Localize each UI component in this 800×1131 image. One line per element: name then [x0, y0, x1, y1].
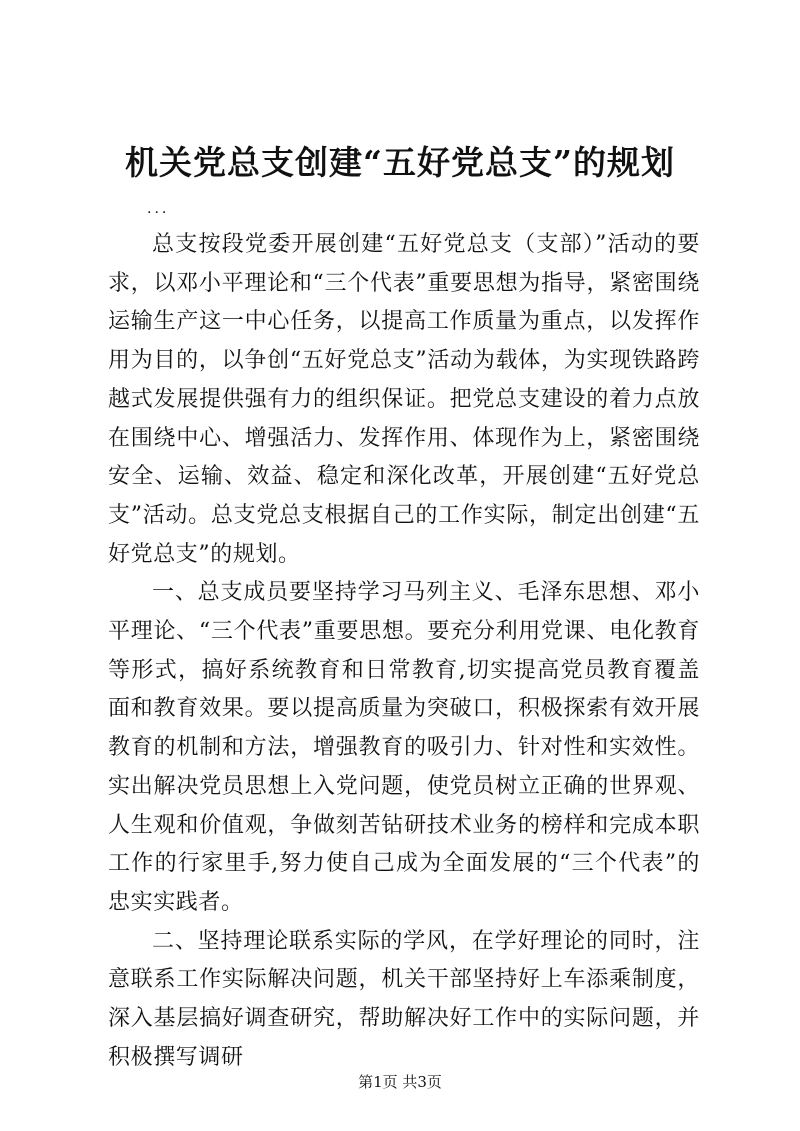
document-title: 机关党总支创建“五好党总支”的规划: [125, 143, 675, 182]
paragraph-section-1: 一、总支成员要坚持学习马列主义、毛泽东思想、邓小平理论、“三个代表”重要思想。要充分利用党课、电化教育等形式，搞好系统教育和日常教育,切实提高党员教育覆盖面和教育效果。要以提高质量为突破口，积极探索有效开展教育的机制和方法，增强教育的吸引力、针对性和实效性。实出解决党员思想上入党问题，使党员树立正确的世界观、人生观和价值观，争做刻苦钻研技术业务的榜样和完成本职工作的行家里手,努力使自己成为全面发展的“三个代表”的忠实实践者。: [108, 580, 700, 915]
ellipsis-mark: ...: [147, 201, 170, 217]
page-footer: 第1页 共3页: [358, 1073, 442, 1091]
document-body: [108, 226, 700, 1077]
paragraph-intro: 总支按段党委开展创建“五好党总支（支部）”活动的要求，以邓小平理论和“三个代表”重要思想为指导，紧密围绕运输生产这一中心任务，以提高工作质量为重点，以发挥作用为目的，以争创“五好党总支”活动为载体，为实现铁路跨越式发展提供强有力的组织保证。把党总支建设的着力点放在围绕中心、增强活力、发挥作用、体现作为上，紧密围绕安全、运输、效益、稳定和深化改革，开展创建“五好党总支”活动。总支党总支根据自己的工作实际，制定出创建“五好党总支”的规划。: [108, 232, 700, 567]
paragraph-section-2: 二、坚持理论联系实际的学风，在学好理论的同时，注意联系工作实际解决问题，机关干部坚持好上车添乘制度，深入基层搞好调查研究，帮助解决好工作中的实际问题，并积极撰写调研: [108, 928, 700, 1070]
